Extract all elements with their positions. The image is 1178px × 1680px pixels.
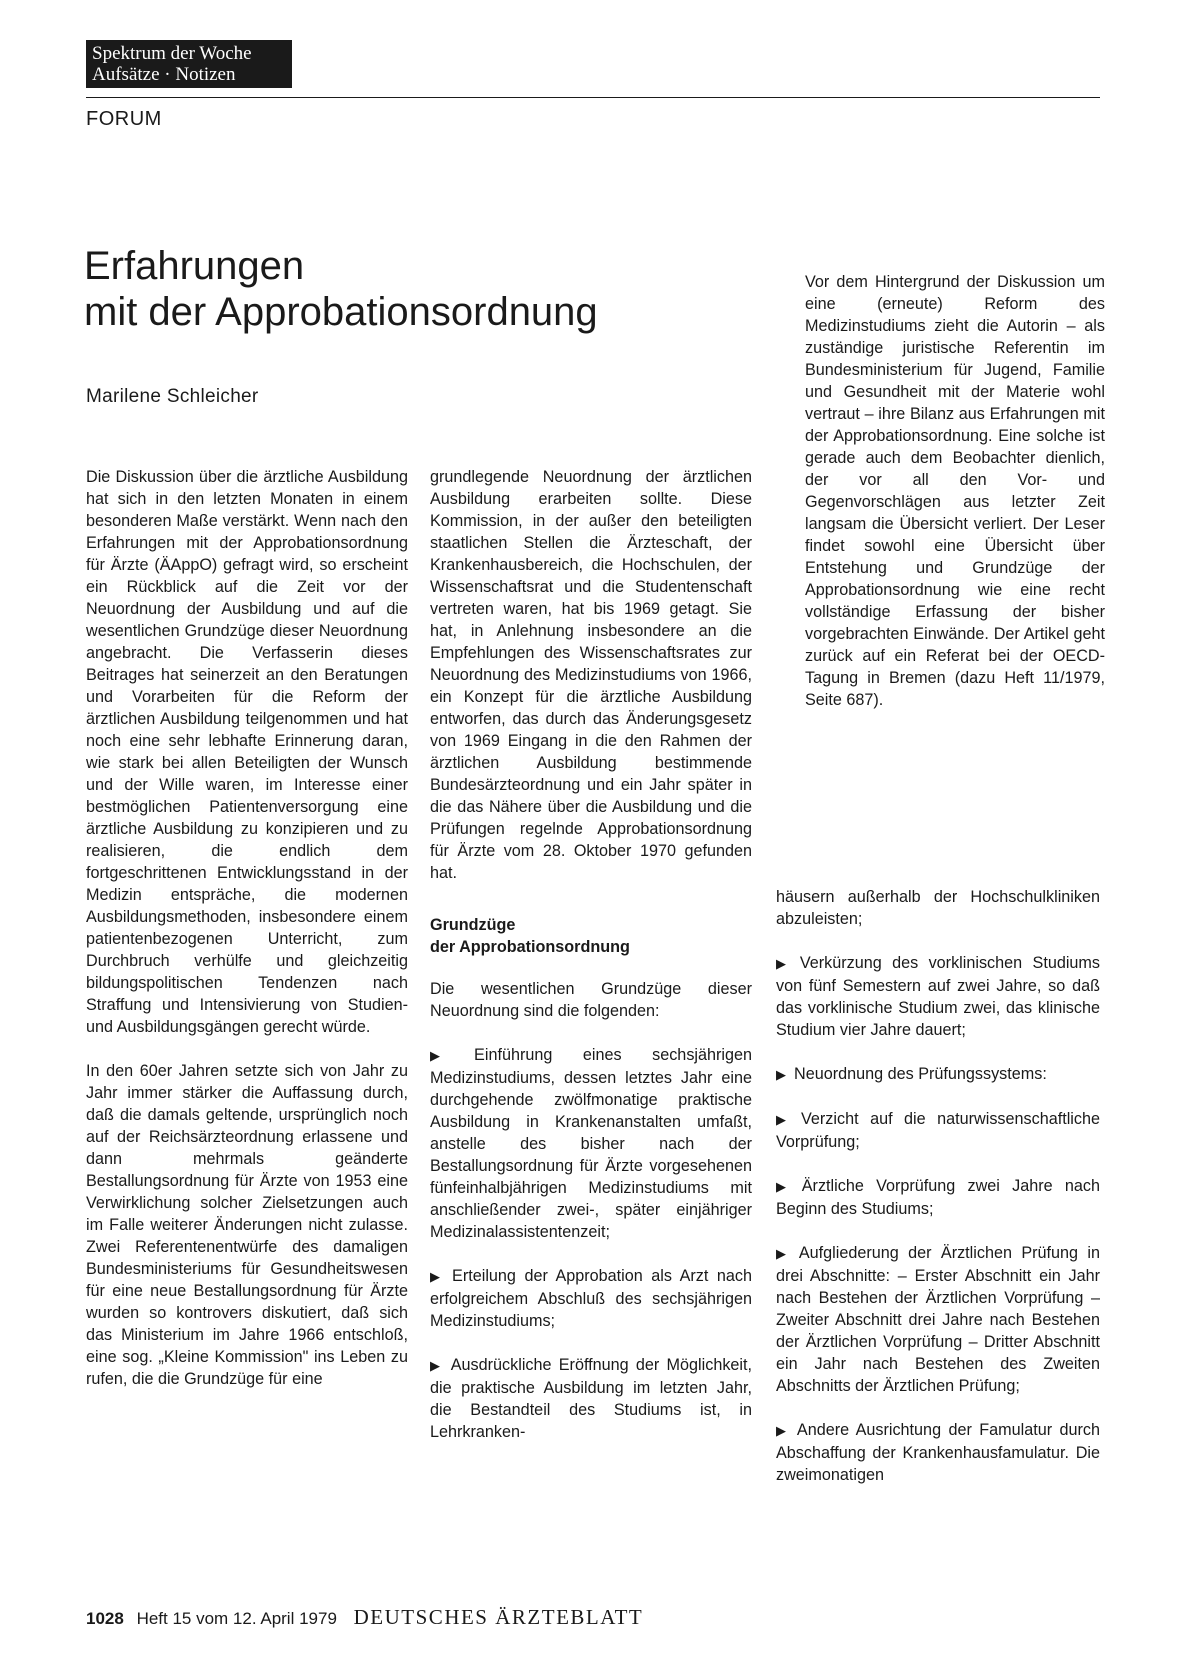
title-line-1: Erfahrungen	[84, 244, 305, 288]
column-1	[86, 466, 408, 1412]
bullet-item: ▶ Verzicht auf die naturwissenschaftliche Vorprüfung;	[776, 1108, 1100, 1153]
article-title	[84, 243, 724, 335]
bullet-item: ▶ Ausdrückliche Eröffnung der Möglichkeit, die praktische Ausbildung im letzten Jahr, die Bestandteil des Studiums ist, in Lehrkranken-	[430, 1354, 752, 1443]
section-header-box	[86, 40, 292, 88]
column-3	[776, 886, 1100, 1508]
page-number: 1028	[86, 1609, 124, 1628]
bullet-item: ▶ Ärztliche Vorprüfung zwei Jahre nach Beginn des Studiums;	[776, 1175, 1100, 1220]
summary-text: Vor dem Hintergrund der Diskussion um eine (erneute) Reform des Medizinstudiums zieht die Autorin – als zuständige juristische Referentin im Bundesministerium für Jugend, Familie und Gesundheit mit der Materie wohl vertraut – ihre Bilanz aus Erfahrungen mit der Approbationsordnung. Eine solche ist gerade auch dem Beobachter dienlich, der vor all den Vor- und Gegenvorschlägen aus letzter Zeit langsam die Übersicht verliert. Der Leser findet sowohl eine Übersicht über Entstehung und Grundzüge der Approbationsordnung wie eine recht vollständige Erfassung der bisher vorgebrachten Einwände. Der Artikel geht zurück auf ein Referat bei der OECD-Tagung in Bremen (dazu Heft 11/1979, Seite 687).	[805, 273, 1105, 709]
author: Marilene Schleicher	[86, 386, 259, 407]
header-line-2: Aufsätze · Notizen	[92, 64, 236, 85]
bullet-item: ▶ Einführung eines sechsjährigen Medizinstudiums, dessen letztes Jahr eine durchgehende zwölfmonatige praktische Ausbildung in Krankenanstalten umfaßt, anstelle des bisher nach der Bestallungsordnung für Ärzte vorgesehenen fünfeinhalbjährigen Medizinstudiums mit anschließender zwei-, später einjähriger Medizinalassistentenzeit;	[430, 1044, 752, 1243]
subheading-line-1: Grundzüge	[430, 916, 516, 934]
paragraph: In den 60er Jahren setzte sich von Jahr zu Jahr immer stärker die Auffassung durch, daß die damals geltende, ursprünglich noch auf der Reichsärzteordnung erlassene und dann mehrmals geänderte Bestallungsordnung für Ärzte von 1953 eine Verwirklichung solcher Zielsetzungen auch im Falle weiterer Änderungen nicht zulasse. Zwei Referentenentwürfe des damaligen Bundesministeriums für Gesundheitswesen für eine neue Bestallungsordnung für Ärzte wurden so kontrovers diskutiert, daß sich das Ministerium im Jahre 1966 entschloß, eine sog. „Kleine Kommission" ins Leben zu rufen, die die Grundzüge für eine	[86, 1062, 408, 1388]
title-line-2: mit der Approbationsordnung	[84, 290, 598, 334]
bullet-item: ▶ Erteilung der Approbation als Arzt nach erfolgreichem Abschluß des sechsjährigen Medizinstudiums;	[430, 1265, 752, 1332]
header-line-1: Spektrum der Woche	[92, 43, 252, 64]
subheading-line-2: der Approbationsordnung	[430, 938, 630, 956]
bullet-item: ▶ Verkürzung des vorklinischen Studiums von fünf Semestern auf zwei Jahre, so daß das vorklinische Studium zwei, das klinische Studium vier Jahre dauert;	[776, 952, 1100, 1041]
header-rule	[86, 97, 1100, 98]
subheading	[430, 914, 752, 958]
bullet-item: ▶ Aufgliederung der Ärztlichen Prüfung in drei Abschnitte: – Erster Abschnitt ein Jahr nach Bestehen der Ärztlichen Vorprüfung – Zweiter Abschnitt drei Jahre nach Bestehen der Ärztlichen Vorprüfung – Dritter Abschnitt ein Jahr nach Bestehen des Zweiten Abschnitts der Ärztlichen Prüfung;	[776, 1242, 1100, 1397]
bullet-item: ▶ Neuordnung des Prüfungssystems:	[776, 1063, 1100, 1086]
page-footer	[86, 1605, 643, 1630]
issue-info: Heft 15 vom 12. April 1979	[136, 1609, 337, 1628]
paragraph: häusern außerhalb der Hochschulkliniken abzuleisten;	[776, 888, 1100, 928]
paragraph: Die Diskussion über die ärztliche Ausbildung hat sich in den letzten Monaten in einem besonderen Maße verstärkt. Wenn nach den Erfahrungen mit der Approbationsordnung für Ärzte (ÄAppO) gefragt wird, so erscheint ein Rückblick auf die Zeit vor der Neuordnung der Ausbildung und auf die wesentlichen Grundzüge dieser Neuordnung angebracht. Die Verfasserin dieses Beitrages hat seinerzeit an den Beratungen und Vorarbeiten für die Reform der ärztlichen Ausbildung teilgenommen und hat noch eine sehr lebhafte Erinnerung daran, wie stark bei allen Beteiligten der Wunsch und der Wille waren, im Interesse einer bestmöglichen Patientenversorgung eine ärztliche Ausbildung zu konzipieren und zu realisieren, die endlich dem fortgeschrittenen Entwicklungsstand in der Medizin entspräche, die modernen Ausbildungsmethoden, insbesondere einem patientenbezogenen Unterricht, zum Durchbruch verhülfe und gleichzeitig bildungspolitischen Tendenzen nach Straffung und Intensivierung von Studien- und Ausbildungsgängen gerecht würde.	[86, 468, 408, 1036]
section-label: FORUM	[86, 108, 162, 130]
paragraph: grundlegende Neuordnung der ärztlichen Ausbildung erarbeiten sollte. Diese Kommission, in der außer den beteiligten staatlichen Stellen die Ärzteschaft, der Krankenhausbereich, die Hochschulen, der Wissenschaftsrat und die Studentenschaft vertreten waren, hat bis 1969 getagt. Sie hat, in Anlehnung insbesondere an die Empfehlungen des Wissenschaftsrates zur Neuordnung des Medizinstudiums von 1966, ein Konzept für die ärztliche Ausbildung entworfen, das durch das Änderungsgesetz von 1969 Eingang in die den Rahmen der ärztlichen Ausbildung bestimmende Bundesärzteordnung und ein Jahr später in die das Nähere über die Ausbildung und die Prüfungen regelnde Approbationsordnung für Ärzte vom 28. Oktober 1970 gefunden hat.	[430, 468, 752, 882]
article-summary	[805, 271, 1105, 733]
bullet-item: ▶ Andere Ausrichtung der Famulatur durch Abschaffung der Krankenhausfamulatur. Die zweimonatigen	[776, 1419, 1100, 1486]
column-2	[430, 466, 752, 1465]
paragraph: Die wesentlichen Grundzüge dieser Neuordnung sind die folgenden:	[430, 980, 752, 1020]
journal-name: DEUTSCHES ÄRZTEBLATT	[353, 1605, 644, 1629]
